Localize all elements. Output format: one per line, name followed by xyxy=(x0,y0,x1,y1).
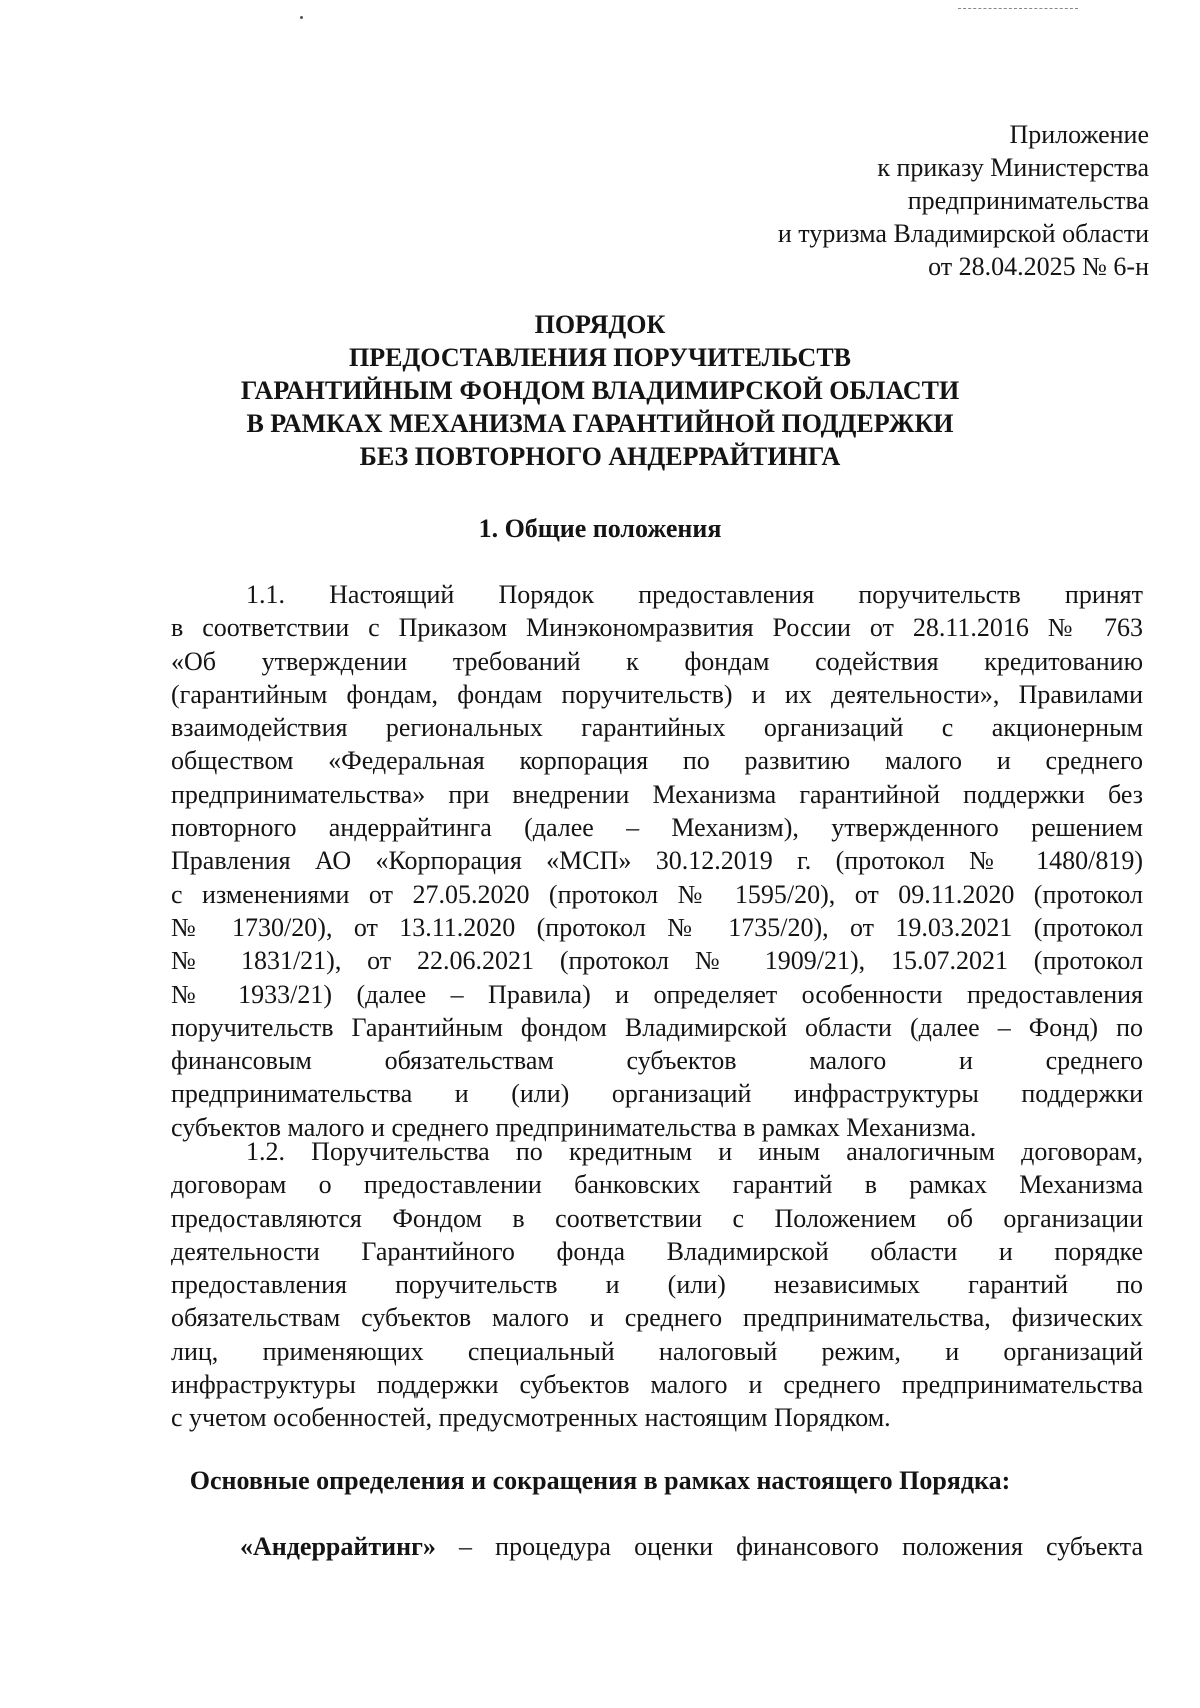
paragraph-line: 1.2. Поручительства по кредитным и иным аналогичным договорам, xyxy=(246,1137,1143,1166)
paragraph-line: деятельности Гарантийного фонда Владимирской области и порядке xyxy=(171,1236,1143,1266)
paragraph-line: № 1831/21), от 22.06.2021 (протокол № 1909/21), 15.07.2021 (протокол xyxy=(171,946,1143,976)
paragraph-line: с изменениями от 27.05.2020 (протокол № 1595/20), от 09.11.2020 (протокол xyxy=(171,879,1143,909)
paragraph-line: субъектов малого и среднего предпринимательства в рамках Механизма. xyxy=(171,1112,977,1142)
appendix-line: Приложение xyxy=(1009,120,1149,149)
scan-artifact-dot xyxy=(300,16,303,19)
definitions-heading: Основные определения и сокращения в рамках настоящего Порядка: xyxy=(189,1466,1011,1495)
paragraph-line: предпринимательства» при внедрении Механизма гарантийной поддержки без xyxy=(171,779,1143,809)
title-line: ГАРАНТИЙНЫМ ФОНДОМ ВЛАДИМИРСКОЙ ОБЛАСТИ xyxy=(240,376,960,405)
title-line: БЕЗ ПОВТОРНОГО АНДЕРРАЙТИНГА xyxy=(359,442,841,471)
paragraph-line: инфраструктуры поддержки субъектов малого и среднего предпринимательства xyxy=(171,1370,1143,1400)
scan-artifact-line xyxy=(958,8,1078,9)
title-line: В РАМКАХ МЕХАНИЗМА ГАРАНТИЙНОЙ ПОДДЕРЖКИ xyxy=(246,409,954,438)
paragraph-line: предоставления поручительств и (или) независимых гарантий по xyxy=(171,1270,1143,1300)
paragraph-line: (гарантийным фондам, фондам поручительств) и их деятельности», Правилами xyxy=(171,679,1143,709)
appendix-line: к приказу Министерства xyxy=(877,153,1149,182)
definition-term: «Андеррайтинг» xyxy=(240,1532,436,1561)
document-title xyxy=(0,308,1200,473)
paragraph-line: поручительств Гарантийным фондом Владимирской области (далее – Фонд) по xyxy=(171,1012,1143,1042)
paragraph-1-1 xyxy=(171,578,1143,1144)
paragraph-line: в соответствии с Приказом Минэкономразвития России от 28.11.2016 № 763 xyxy=(171,613,1143,643)
appendix-block xyxy=(778,118,1149,283)
appendix-line: и туризма Владимирской области xyxy=(777,219,1149,248)
paragraph-line: обязательствам субъектов малого и среднего предпринимательства, физических xyxy=(171,1303,1143,1333)
paragraph-line: Правления АО «Корпорация «МСП» 30.12.2019 г. (протокол № 1480/819) xyxy=(171,846,1143,876)
appendix-line: от 28.04.2025 № 6-н xyxy=(928,252,1149,281)
title-line: ПОРЯДОК xyxy=(534,310,666,339)
paragraph-line: взаимодействия региональных гарантийных организаций с акционерным xyxy=(171,713,1143,743)
paragraph-line: повторного андеррайтинга (далее – Механизм), утвержденного решением xyxy=(171,813,1143,843)
section-heading: 1. Общие положения xyxy=(478,514,722,543)
paragraph-line: с учетом особенностей, предусмотренных настоящим Порядком. xyxy=(171,1403,891,1433)
paragraph-line: лиц, применяющих специальный налоговый режим, и организаций xyxy=(171,1336,1143,1366)
paragraph-line: № 1933/21) (далее – Правила) и определяет особенности предоставления xyxy=(171,979,1143,1009)
appendix-line: предпринимательства xyxy=(907,186,1149,215)
paragraph-line: предоставляются Фондом в соответствии с Положением об организации xyxy=(171,1203,1143,1233)
paragraph-1-2 xyxy=(171,1135,1143,1435)
definition-item xyxy=(240,1530,1143,1563)
paragraph-line: договорам о предоставлении банковских гарантий в рамках Механизма xyxy=(171,1170,1143,1200)
paragraph-line: «Об утверждении требований к фондам содействия кредитованию xyxy=(171,646,1143,676)
paragraph-line: обществом «Федеральная корпорация по развитию малого и среднего xyxy=(171,746,1143,776)
definition-text: – процедура оценки финансового положения субъекта xyxy=(435,1532,1143,1561)
title-line: ПРЕДОСТАВЛЕНИЯ ПОРУЧИТЕЛЬСТВ xyxy=(348,343,852,372)
paragraph-line: предпринимательства и (или) организаций инфраструктуры поддержки xyxy=(171,1079,1143,1109)
paragraph-line: 1.1. Настоящий Порядок предоставления поручительств принят xyxy=(246,580,1143,609)
paragraph-line: финансовым обязательствам субъектов малого и среднего xyxy=(171,1046,1143,1076)
paragraph-line: № 1730/20), от 13.11.2020 (протокол № 1735/20), от 19.03.2021 (протокол xyxy=(171,912,1143,942)
